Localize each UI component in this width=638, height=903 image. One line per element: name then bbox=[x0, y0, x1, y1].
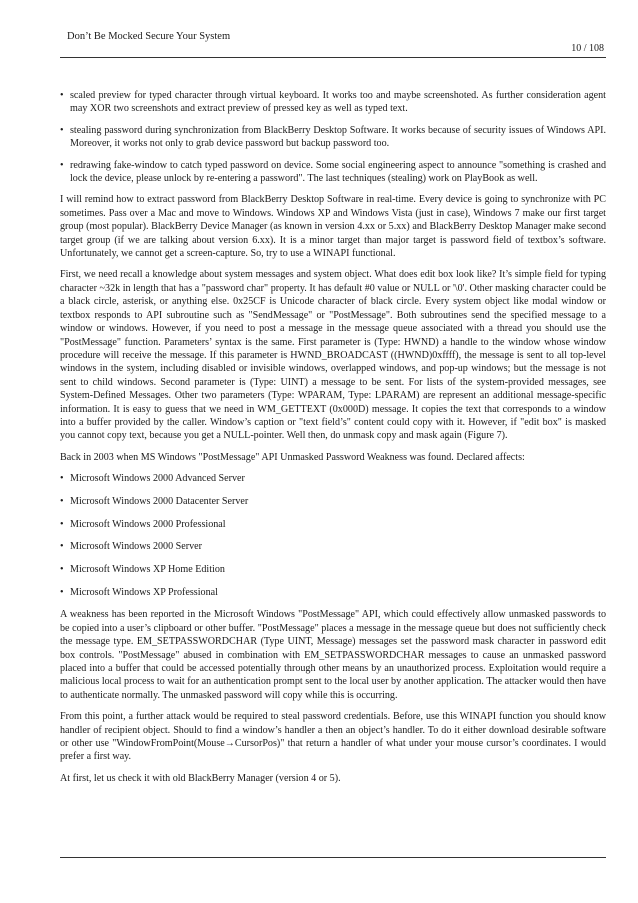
paragraph: Back in 2003 when MS Windows "PostMessage" API Unmasked Password Weakness was found. Declared affects: bbox=[60, 451, 525, 463]
page-number: 10 / 108 bbox=[571, 43, 604, 54]
running-header-title: Don’t Be Mocked Secure Your System bbox=[67, 31, 231, 42]
list-item: • Microsoft Windows 2000 Server bbox=[60, 540, 606, 553]
paragraph: First, we need recall a knowledge about system messages and system object. What does edit box look like? It’s simple field for typing character ~32k in length that has a "password char" property. It has default #0 value or NULL or '\0'. Other masking character could be a black circle, asterisk, or anything else. 0x25CF is Unicode character of black circle. Every system object like modal window or textbox responds to API subroutine such as "SendMessage" or "PostMessage". Both subroutines send the specified message to a window or windows. However, if you need to post a message in the message queue associated with a thread you should use the "PostMessage" function. Parameters’ syntax is the same. First parameter is (Type: HWND) a handle to the window whose window procedure will receive the message. If this parameter is HWND_BROADCAST ((HWND)0xffff), the message is sent to all top-level windows in the system, including disabled or invisible windows, overlapped windows, and pop-up windows; but the message is not sent to child windows. Second parameter is (Type: UINT) a message to be sent. For lists of the system-provided messages, see System-Defined Messages. Other two parameters (Type: WPARAM, Type: LPARAM) are represent an additional message-specific information. It is easy to guess that we need in WM_GETTEXT (0x000D) message. It copies the text that corresponds to a window into a buffer provided by the caller. Window’s caption or "text field’s" content could copy with it. However, if "edit box" is masked you cannot copy text, because you get a NULL-pointer. Well then, do unmask copy and mask again (Figure 7). bbox=[60, 269, 606, 442]
affected-systems-list bbox=[60, 472, 606, 599]
list-item: • Microsoft Windows XP Home Edition bbox=[60, 563, 606, 576]
paragraph: I will remind how to extract password from BlackBerry Desktop Software in real-time. Every device is going to synchronize with PC sometimes. Pass over a Mac and move to Windows. Windows XP and Windows Vista (just in case), Windows 7 make our first target group (most popular). BlackBerry Device Manager (as known in version 4.xx or 5.xx) and BlackBerry Desktop Manager make second target group (if we are talking about version 6.xx). It is a minor target than major target is password field of textbox’s software. Unfortunately, we cannot get a screen-capture. So, try to use a WINAPI functional. bbox=[60, 194, 606, 260]
list-item: • Microsoft Windows 2000 Advanced Server bbox=[60, 472, 606, 485]
list-item: • scaled preview for typed character through virtual keyboard. It works too and maybe screenshoted. As further consideration agent may XOR two screenshots and extract preview of pressed key as well as typed text. bbox=[60, 89, 606, 116]
body-content bbox=[60, 89, 606, 793]
list-item: • stealing password during synchronization from BlackBerry Desktop Software. It works because of security issues of Windows API. Moreover, it works not only to grab device password but backup password too. bbox=[60, 124, 606, 151]
list-item: • Microsoft Windows 2000 Professional bbox=[60, 518, 606, 531]
technique-bullet-list bbox=[60, 89, 606, 185]
list-item: • redrawing fake-window to catch typed password on device. Some social engineering aspect to announce "something is crashed and lock the device, please unlock by re-entering a password". The last techniques (stealing) work on PlayBook as well. bbox=[60, 159, 606, 186]
paragraph: At first, let us check it with old BlackBerry Manager (version 4 or 5). bbox=[60, 772, 341, 784]
paragraph: A weakness has been reported in the Microsoft Windows "PostMessage" API, which could effectively allow unmasked passwords to be copied into a user’s clipboard or other buffer. "PostMessage" places a message in the message queue but does not sufficiently check the message type. EM_SETPASSWORDCHAR (Type UINT, Message) messages set the password mask character in password edit box controls. "PostMessage" abused in combination with EM_SETPASSWORDCHAR messages to cause an unmasked password placed into a buffer that could be accessed potentially through other means by an unauthorized process. Exploitation would require a malicious local process to wait for an authentication prompt sent to the local user by another application. The attacker would then have to authenticate normally. The unmasked password will copy while this is occurring. bbox=[60, 609, 606, 701]
footer-divider bbox=[60, 857, 606, 858]
paragraph: From this point, a further attack would be required to steal password credentials. Before, use this WINAPI function you should know handler of recipient object. Should to find a window’s handler a then an object’s handler. To do it either download desirable software or other use "WindowFromPoint(Mouse→CursorPos)" that return a handler of what under your mouse cursor’s coordinates. I would prefer a first way. bbox=[60, 711, 606, 763]
list-item: • Microsoft Windows 2000 Datacenter Server bbox=[60, 495, 606, 508]
header-divider bbox=[60, 57, 606, 58]
list-item: • Microsoft Windows XP Professional bbox=[60, 586, 606, 599]
